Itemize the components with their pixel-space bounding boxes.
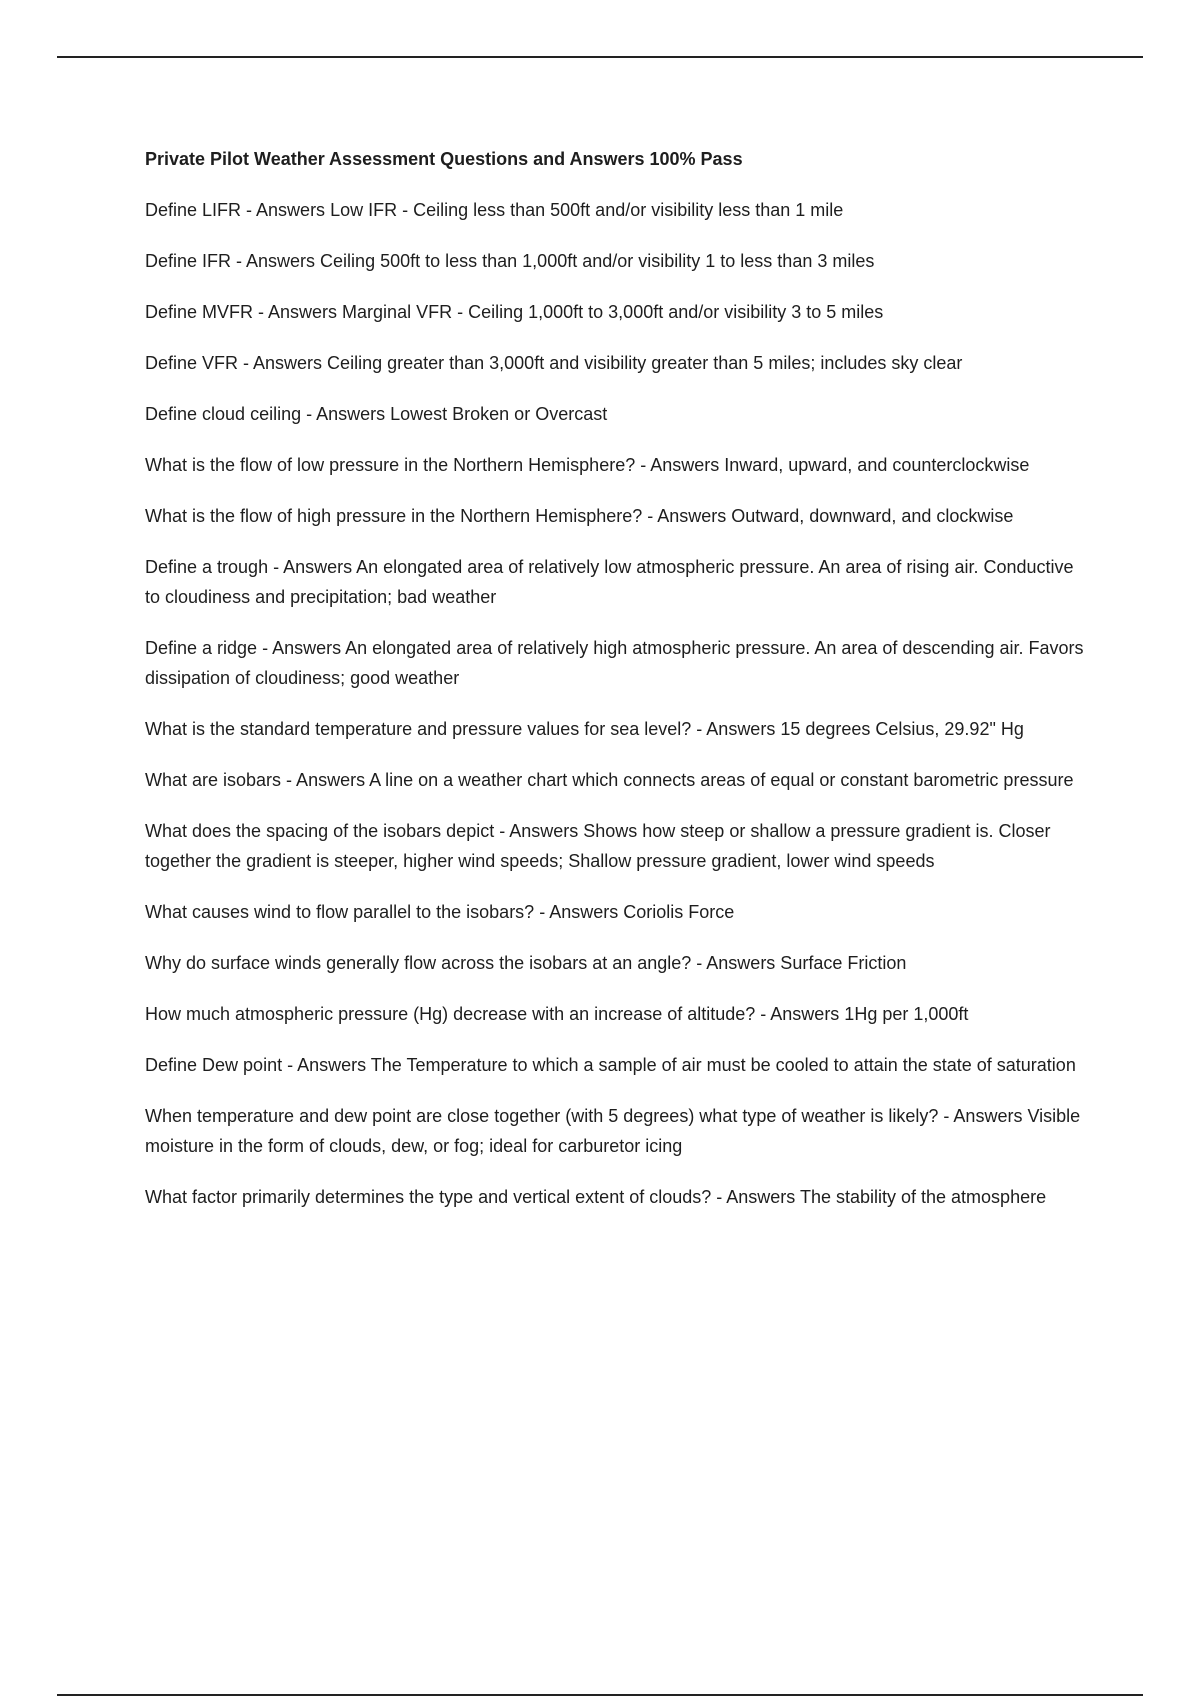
qa-entry-mvfr: Define MVFR - Answers Marginal VFR - Ceiling 1,000ft to 3,000ft and/or visibility 3 to 5 miles: [145, 302, 884, 322]
qa-entry-coriolis: What causes wind to flow parallel to the isobars? - Answers Coriolis Force: [145, 902, 735, 922]
header-rule: [57, 56, 1143, 58]
qa-entry-cloud-stability: What factor primarily determines the type and vertical extent of clouds? - Answers The stability of the atmosphere: [145, 1187, 1047, 1207]
qa-entry-cloud-ceiling: Define cloud ceiling - Answers Lowest Broken or Overcast: [145, 404, 608, 424]
document-title: Private Pilot Weather Assessment Questions and Answers 100% Pass: [145, 149, 743, 169]
document-body: [145, 144, 1085, 1233]
qa-entry-isobars: What are isobars - Answers A line on a weather chart which connects areas of equal or constant barometric pressure: [145, 770, 1074, 790]
qa-entry-ifr: Define IFR - Answers Ceiling 500ft to less than 1,000ft and/or visibility 1 to less than 3 miles: [145, 251, 875, 271]
qa-entry-ridge: Define a ridge - Answers An elongated area of relatively high atmospheric pressure. An area of descending air. Favors dissipation of cloudiness; good weather: [145, 638, 1084, 688]
qa-entry-standard-values: What is the standard temperature and pressure values for sea level? - Answers 15 degrees Celsius, 29.92" Hg: [145, 719, 1024, 739]
qa-entry-isobar-spacing: What does the spacing of the isobars depict - Answers Shows how steep or shallow a pressure gradient is. Closer together the gradient is steeper, higher wind speeds; Shallow pressure gradient, lower wind speeds: [145, 821, 1051, 871]
qa-entry-trough: Define a trough - Answers An elongated area of relatively low atmospheric pressure. An area of rising air. Conductive to cloudiness and precipitation; bad weather: [145, 557, 1074, 607]
qa-entry-low-pressure-flow: What is the flow of low pressure in the Northern Hemisphere? - Answers Inward, upward, and counterclockwise: [145, 455, 1030, 475]
qa-entry-lifr: Define LIFR - Answers Low IFR - Ceiling less than 500ft and/or visibility less than 1 mile: [145, 200, 844, 220]
qa-entry-temp-dew-spread: When temperature and dew point are close together (with 5 degrees) what type of weather is likely? - Answers Visible moisture in the form of clouds, dew, or fog; ideal for carburetor icing: [145, 1106, 1081, 1156]
qa-entry-dew-point: Define Dew point - Answers The Temperature to which a sample of air must be cooled to attain the state of saturation: [145, 1055, 1076, 1075]
qa-entry-surface-friction: Why do surface winds generally flow across the isobars at an angle? - Answers Surface Friction: [145, 953, 907, 973]
qa-entry-vfr: Define VFR - Answers Ceiling greater than 3,000ft and visibility greater than 5 miles; includes sky clear: [145, 353, 963, 373]
qa-entry-pressure-altitude: How much atmospheric pressure (Hg) decrease with an increase of altitude? - Answers 1Hg per 1,000ft: [145, 1004, 969, 1024]
footer-rule: [57, 1694, 1143, 1696]
qa-entry-high-pressure-flow: What is the flow of high pressure in the Northern Hemisphere? - Answers Outward, downward, and clockwise: [145, 506, 1014, 526]
